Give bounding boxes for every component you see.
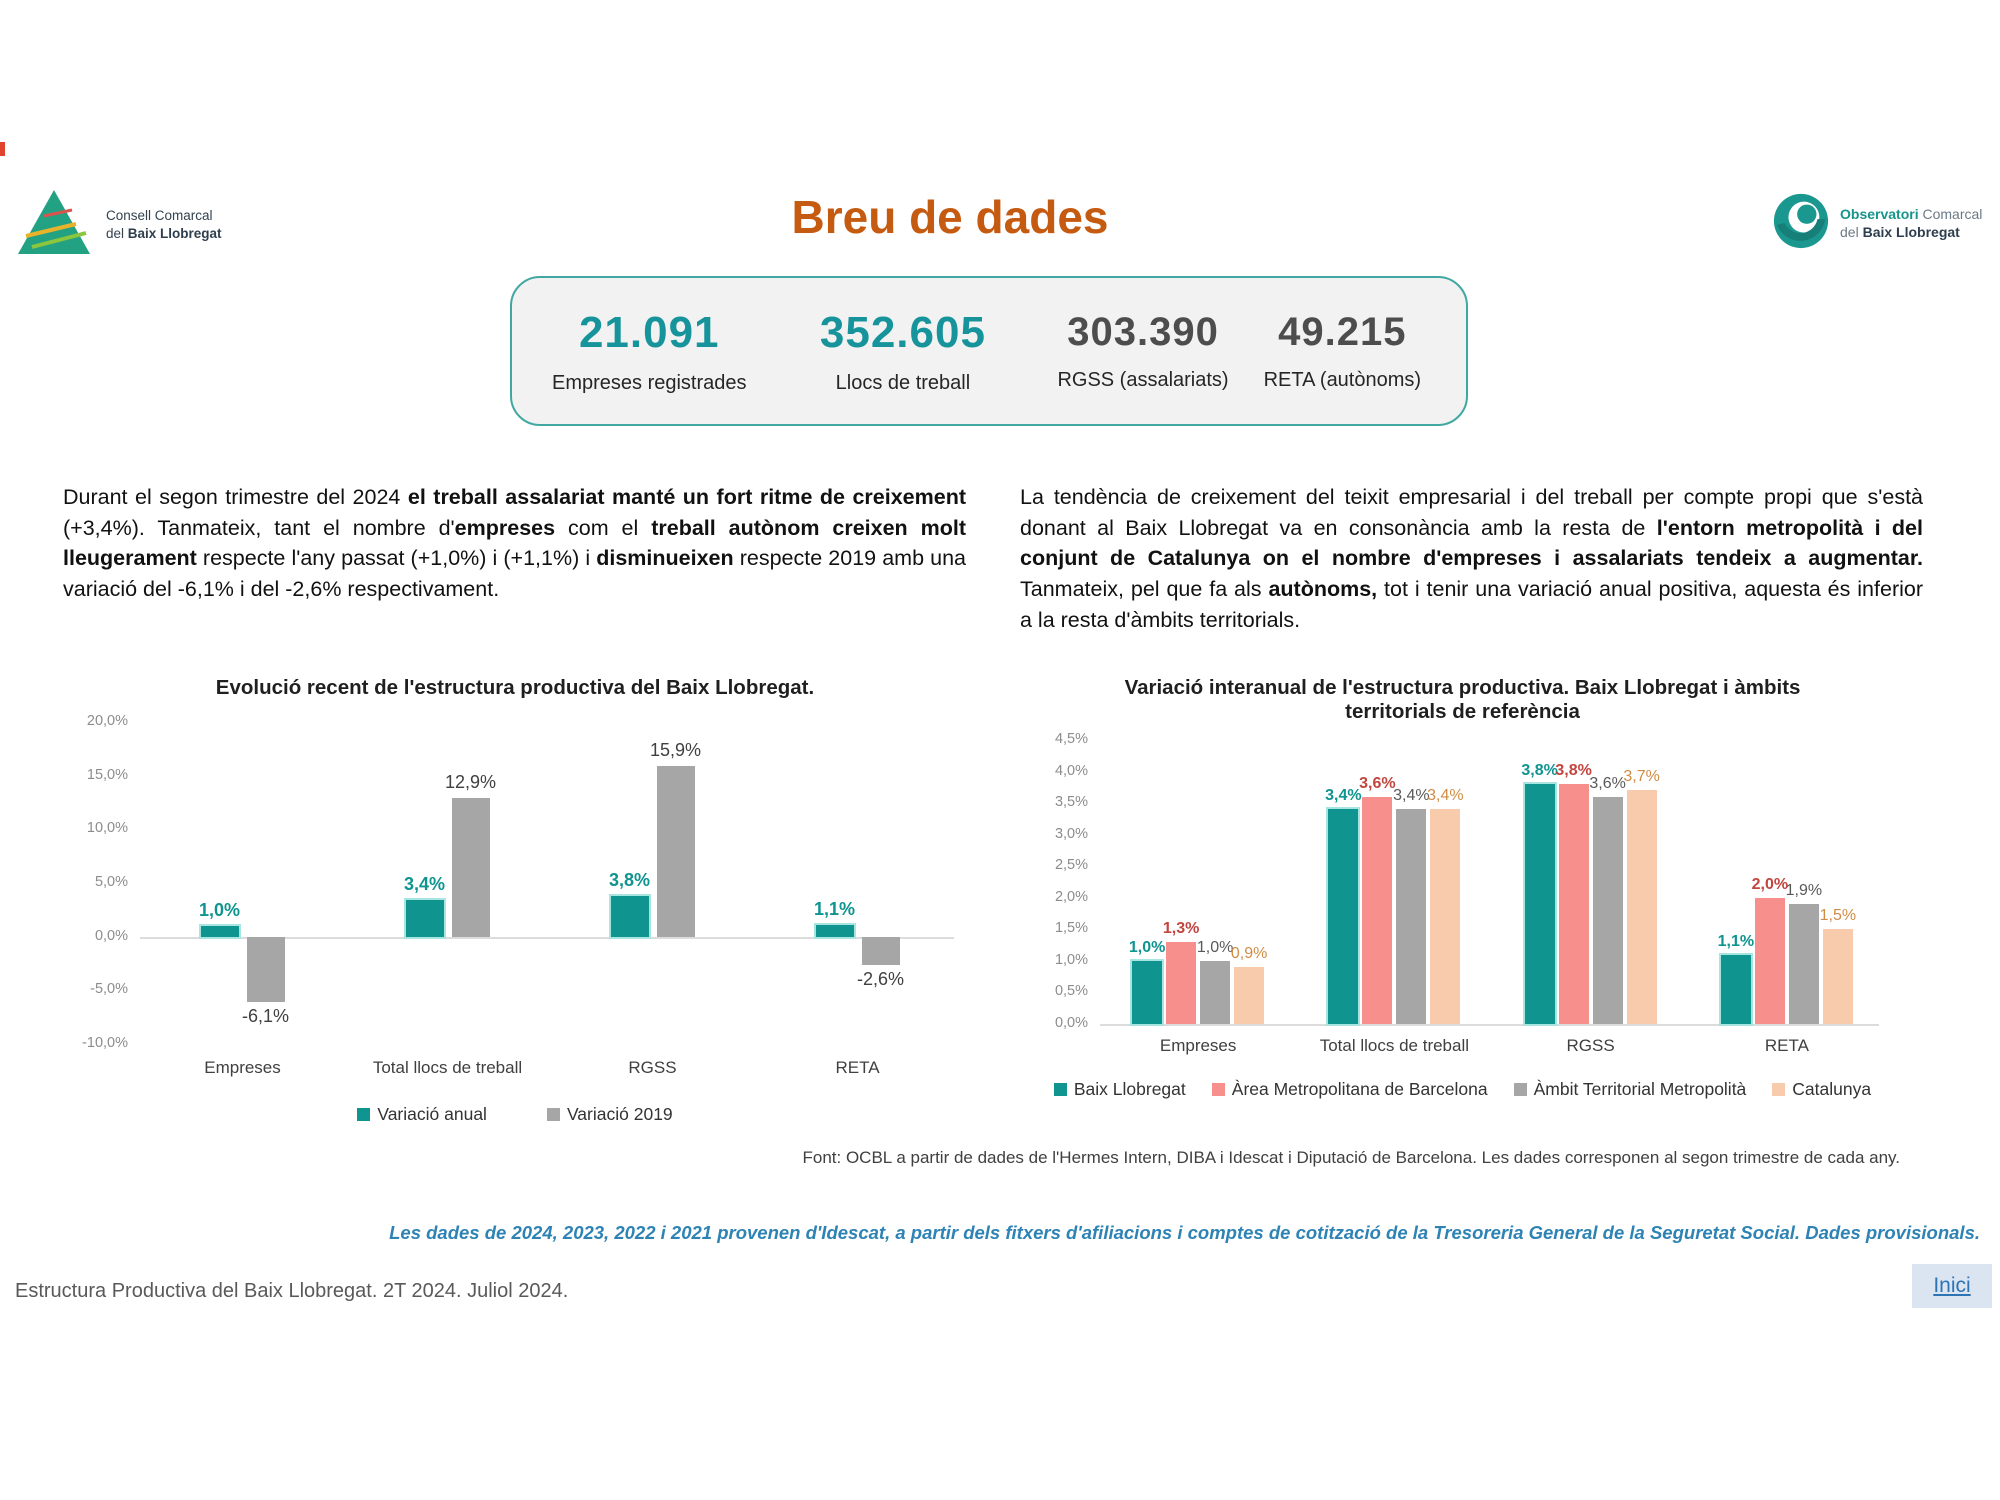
value-label: 3,8% xyxy=(1555,762,1592,780)
legend-swatch-icon xyxy=(357,1108,370,1121)
y-tick-label: 0,5% xyxy=(1054,983,1088,1000)
zero-axis-line xyxy=(1100,1024,1879,1026)
value-label: 3,6% xyxy=(1359,774,1396,792)
bar xyxy=(247,937,285,1002)
legend xyxy=(70,1104,960,1125)
stat xyxy=(763,308,1044,395)
legend-swatch-icon xyxy=(1054,1083,1067,1096)
x-category-label: Total llocs de treball xyxy=(372,1058,523,1077)
value-label: 1,5% xyxy=(1819,907,1857,925)
bar xyxy=(1430,809,1460,1024)
y-tick-label: 10,0% xyxy=(86,820,128,837)
value-label: -2,6% xyxy=(856,968,905,989)
value-label: 2,0% xyxy=(1751,875,1789,893)
value-label: 3,4% xyxy=(1393,787,1430,805)
bar xyxy=(1627,790,1657,1024)
x-category-label: RGSS xyxy=(1566,1036,1615,1055)
value-label: 1,1% xyxy=(1717,932,1755,950)
bar xyxy=(1328,809,1358,1024)
logo-right-line1: Observatori Comarcal xyxy=(1840,206,1983,222)
legend-label: Catalunya xyxy=(1792,1079,1872,1099)
stat-value: 352.605 xyxy=(819,307,986,357)
text-run: tot i tenir una variació anual positiva, aquesta és inferior a la resta d'àmbits territorials. xyxy=(1020,577,1923,632)
text-run: (+3,4%). Tanmateix, tant el nombre d' xyxy=(63,515,455,540)
value-label: 3,8% xyxy=(608,869,651,890)
y-tick-label: 5,0% xyxy=(94,874,128,890)
legend-label: Baix Llobregat xyxy=(1073,1079,1186,1099)
bar xyxy=(1593,797,1623,1024)
provisional-note: Les dades de 2024, 2023, 2022 i 2021 provenen d'Idescat, a partir dels fitxers d'afiliacions i comptes de cotització de la Tresoreria General de la Seguretat Social. Dades provisionals. xyxy=(389,1222,1980,1243)
value-label: 1,1% xyxy=(813,898,856,919)
paragraph-right xyxy=(1020,482,1923,636)
legend-swatch-icon xyxy=(547,1108,560,1121)
value-label: -6,1% xyxy=(241,1006,290,1027)
y-tick-label: 3,0% xyxy=(1054,825,1088,842)
y-tick-label: 2,0% xyxy=(1054,888,1088,905)
red-edge-mark xyxy=(0,142,5,156)
stat xyxy=(536,308,763,395)
triangle-tree-icon xyxy=(14,186,94,263)
legend-swatch-icon xyxy=(1772,1083,1785,1096)
variacio-chart xyxy=(1040,676,1885,1156)
consell-comarcal-logo xyxy=(14,186,222,263)
y-tick-label: -10,0% xyxy=(82,1035,128,1051)
chart-title: Variació interanual de l'estructura productiva. Baix Llobregat i àmbits territorials de referència xyxy=(1124,676,1801,723)
x-category-label: RETA xyxy=(835,1058,880,1077)
value-label: 3,4% xyxy=(1427,787,1464,805)
stat-label: RETA (autònoms) xyxy=(1263,369,1422,391)
value-label: 3,4% xyxy=(403,874,446,895)
y-tick-label: 1,5% xyxy=(1054,920,1088,937)
value-label: 3,4% xyxy=(1325,787,1362,805)
legend-item xyxy=(1772,1079,1871,1100)
bar xyxy=(657,766,695,937)
x-category-label: Total llocs de treball xyxy=(1319,1036,1470,1055)
bar xyxy=(611,896,649,937)
y-tick-label: -5,0% xyxy=(90,981,128,998)
legend-item xyxy=(1514,1079,1747,1100)
y-tick-label: 0,0% xyxy=(94,927,128,944)
text-run: Durant el segon trimestre del 2024 xyxy=(63,485,408,509)
value-label: 1,0% xyxy=(1128,938,1166,956)
x-category-label: Empreses xyxy=(204,1058,281,1077)
footer-text: Estructura Productiva del Baix Llobregat. 2T 2024. Juliol 2024. xyxy=(15,1280,569,1302)
bar xyxy=(452,798,490,936)
stat xyxy=(1243,310,1442,392)
bar xyxy=(1755,898,1785,1024)
y-tick-label: 4,0% xyxy=(1054,762,1088,779)
legend xyxy=(1040,1079,1885,1100)
bar xyxy=(1132,961,1162,1024)
logo-left-line1: Consell Comarcal xyxy=(106,207,213,223)
legend-label: Àrea Metropolitana de Barcelona xyxy=(1231,1079,1488,1099)
text-run: La tendència de creixement del teixit empresarial i del treball per compte propi que s'està donant al Baix Llobregat va en consonància amb la resta de xyxy=(1020,485,1923,540)
bar xyxy=(201,926,239,937)
value-label: 1,9% xyxy=(1785,882,1823,900)
stat-label: Empreses registrades xyxy=(551,371,747,394)
legend-item xyxy=(1212,1079,1488,1100)
inici-link[interactable]: Inici xyxy=(1912,1264,1992,1308)
text-run: com el xyxy=(555,515,652,540)
stats-box xyxy=(510,276,1468,426)
bold-text-run: autònoms, xyxy=(1268,577,1378,602)
text-run: respecte 2019 amb una variació del -6,1% i del -2,6% respectivament. xyxy=(63,546,966,602)
value-label: 15,9% xyxy=(649,740,702,760)
stat-label: Llocs de treball xyxy=(835,371,971,394)
swirl-circle-icon xyxy=(1772,192,1830,255)
value-label: 3,6% xyxy=(1589,774,1626,792)
y-tick-label: 4,5% xyxy=(1054,731,1088,747)
stat-value: 303.390 xyxy=(1067,310,1219,354)
bar xyxy=(862,937,900,965)
value-label: 0,9% xyxy=(1230,945,1268,963)
bold-text-run: empreses xyxy=(454,515,556,540)
logo-left-line2: del Baix Llobregat xyxy=(106,225,222,241)
stat xyxy=(1043,310,1242,392)
bar xyxy=(1721,955,1751,1024)
x-category-label: RGSS xyxy=(628,1058,677,1077)
bold-text-run: el treball assalariat manté un fort ritme de creixement xyxy=(407,485,966,509)
bar xyxy=(1396,809,1426,1024)
y-tick-label: 20,0% xyxy=(86,713,128,729)
value-label: 1,0% xyxy=(1196,938,1234,956)
stat-label: RGSS (assalariats) xyxy=(1057,369,1229,391)
value-label: 3,8% xyxy=(1521,762,1558,780)
value-label: 1,0% xyxy=(198,899,241,920)
value-label: 12,9% xyxy=(444,772,497,793)
y-tick-label: 3,5% xyxy=(1054,794,1088,811)
logo-right-line2: del Baix Llobregat xyxy=(1840,223,1960,240)
text-run: respecte l'any passat (+1,0%) i (+1,1%) i xyxy=(196,546,597,571)
bar xyxy=(1362,797,1392,1024)
y-tick-label: 1,0% xyxy=(1054,951,1088,968)
bar xyxy=(1200,961,1230,1024)
bar xyxy=(816,925,854,937)
bar xyxy=(1823,929,1853,1024)
legend-swatch-icon xyxy=(1514,1083,1527,1096)
y-tick-label: 2,5% xyxy=(1054,857,1088,874)
bar xyxy=(1234,967,1264,1024)
value-label: 3,7% xyxy=(1623,768,1660,786)
legend-item xyxy=(357,1104,487,1125)
legend-label: Àmbit Territorial Metropolità xyxy=(1533,1079,1747,1099)
legend-swatch-icon xyxy=(1212,1083,1225,1096)
bar xyxy=(1525,784,1555,1024)
legend-item xyxy=(1054,1079,1186,1100)
bar xyxy=(406,900,444,936)
stat-value: 21.091 xyxy=(578,307,720,357)
bar xyxy=(1559,784,1589,1024)
stat-value: 49.215 xyxy=(1278,310,1407,354)
value-label: 1,3% xyxy=(1162,919,1200,937)
bold-text-run: l'entorn metropolità i del conjunt de Catalunya on el nombre d'empreses i assalariats tendeix a augmentar. xyxy=(1020,515,1923,571)
text-run: Tanmateix, pel que fa als xyxy=(1020,577,1269,602)
legend-label: Variació anual xyxy=(377,1104,487,1124)
y-tick-label: 15,0% xyxy=(86,766,128,783)
source-note: Font: OCBL a partir de dades de l'Hermes Intern, DIBA i Idescat i Diputació de Barcelona. Les dades corresponen al segon trimestre de cada any. xyxy=(802,1148,1900,1167)
x-category-label: RETA xyxy=(1764,1036,1809,1055)
legend-item xyxy=(547,1104,673,1125)
y-tick-label: 0,0% xyxy=(1054,1015,1088,1031)
evolucio-chart xyxy=(70,676,960,1146)
bold-text-run: treball autònom creixen molt lleugerament xyxy=(63,515,966,571)
legend-label: Variació 2019 xyxy=(566,1104,673,1124)
chart-title: Evolució recent de l'estructura productiva del Baix Llobregat. xyxy=(215,676,815,699)
x-category-label: Empreses xyxy=(1159,1036,1237,1055)
bold-text-run: disminueixen xyxy=(596,546,734,571)
observatori-logo xyxy=(1772,192,1982,255)
page-title: Breu de dades xyxy=(791,191,1109,243)
paragraph-left xyxy=(63,482,966,605)
